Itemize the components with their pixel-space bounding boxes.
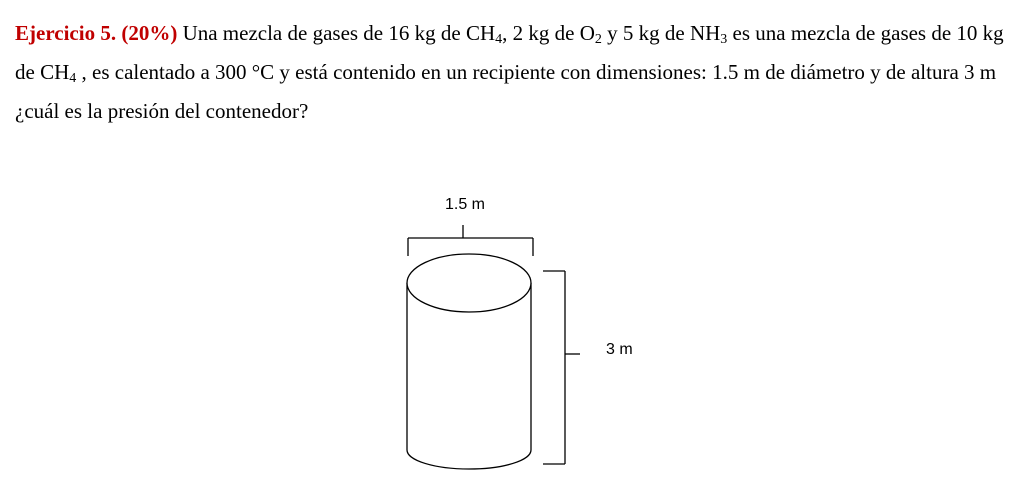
height-bracket — [543, 271, 580, 464]
cylinder — [407, 254, 531, 469]
exercise-heading: Ejercicio 5. (20%) — [15, 21, 178, 45]
subscript-ch4-second: 4 — [69, 71, 77, 86]
diameter-bracket — [408, 225, 533, 256]
cylinder-top — [407, 254, 531, 312]
subscript-ch4: 4 — [495, 32, 503, 47]
statement-text-part-5: , es calentado a 300 °C y está contenido en un recipiente con dimensiones: 1.5 m de diámetro y de altura 3 m ¿cuál es la presión del contenedor? — [15, 60, 997, 123]
statement-text-part-1: Una mezcla de gases de 16 kg de CH — [177, 21, 496, 45]
statement-text-part-4: es una mezcla de gases de 10 kg de CH — [15, 21, 1004, 84]
statement-text-part-2: , 2 kg de O — [502, 21, 595, 45]
subscript-o2: 2 — [594, 32, 602, 47]
statement-text-part-3: y 5 kg de NH — [601, 21, 721, 45]
subscript-nh3: 3 — [720, 32, 728, 47]
height-label: 3 m — [606, 341, 633, 358]
diameter-label: 1.5 m — [444, 196, 486, 213]
